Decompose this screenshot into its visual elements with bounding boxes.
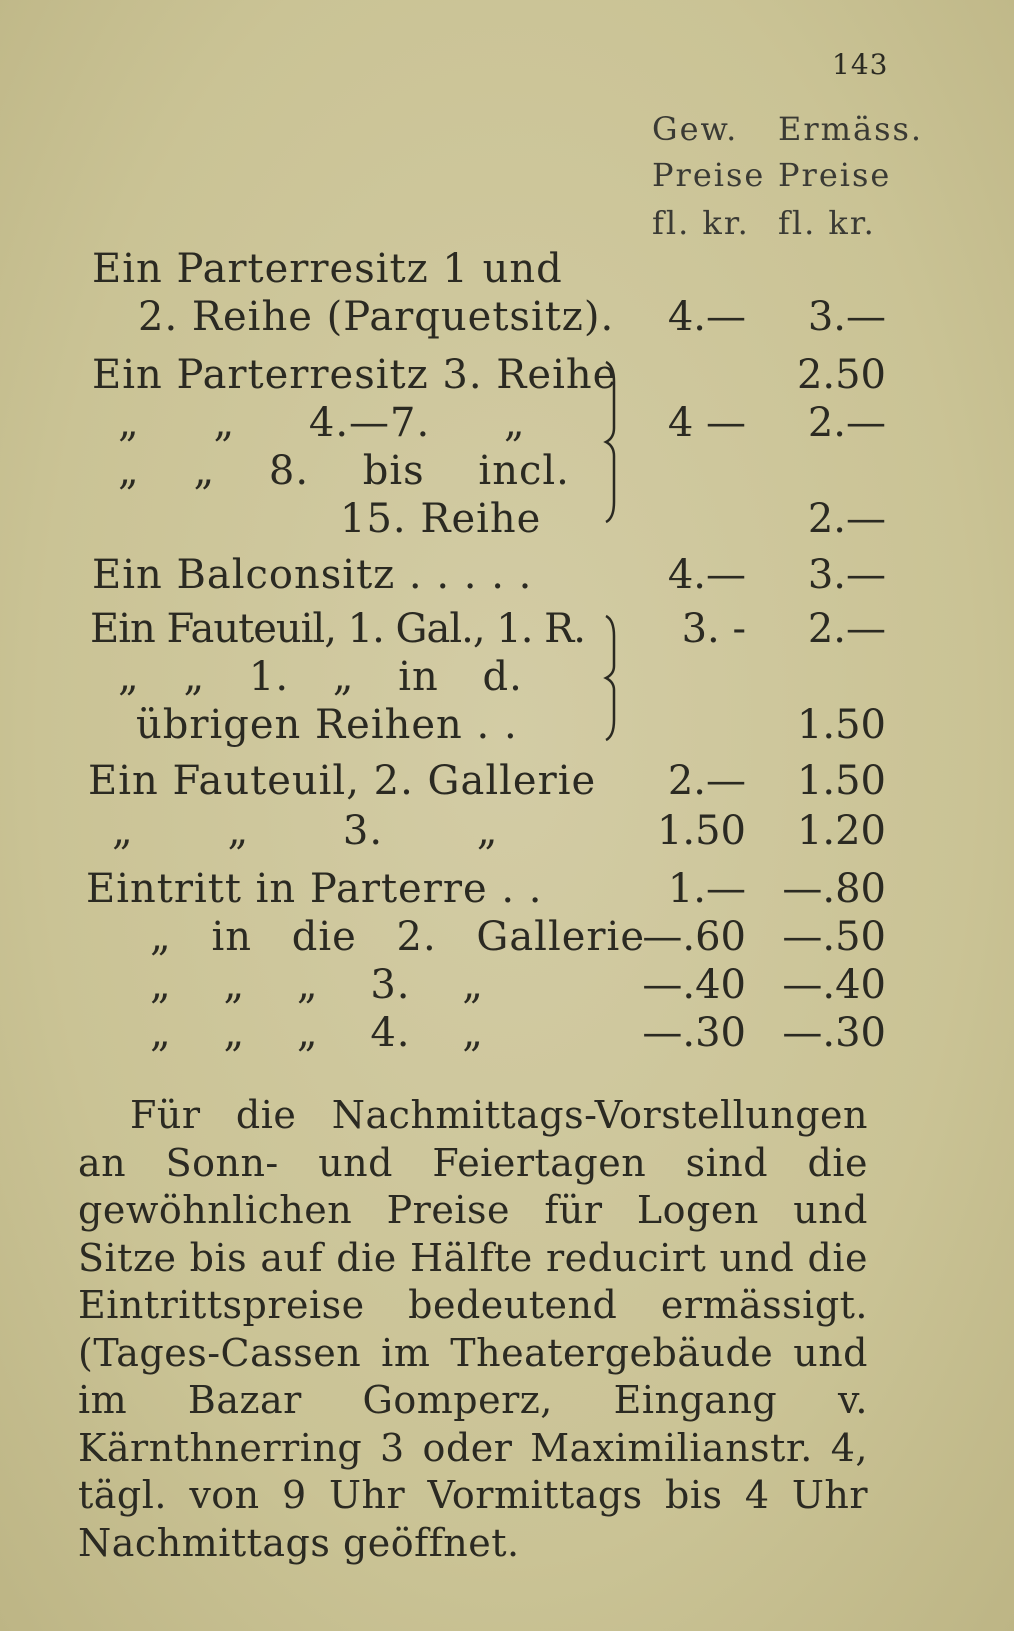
row-label: „ „ 1. „ in d. — [118, 654, 523, 700]
table-row — [0, 398, 1014, 448]
row-value-regular: 4.— — [667, 294, 746, 340]
row-value-reduced: 1.50 — [796, 758, 886, 804]
row-label: „ „ 4.—7. „ — [118, 400, 526, 446]
header-col1-line1: Gew. — [652, 110, 739, 148]
row-label: übrigen Reihen . . — [136, 702, 518, 748]
row-value-regular: 2.— — [667, 758, 746, 804]
row-value-reduced: —.40 — [782, 962, 886, 1008]
header-col1-line2: Preise — [652, 156, 766, 194]
header-col1-line3: fl. kr. — [652, 204, 750, 242]
note-paragraph — [78, 1092, 868, 1567]
row-label: Ein Fauteuil, 2. Gallerie — [88, 758, 597, 804]
row-value-reduced: 1.20 — [796, 808, 886, 854]
row-label: Ein Parterresitz 3. Reihe — [92, 352, 618, 398]
row-label: Ein Balconsitz . . . . . — [92, 552, 533, 598]
table-row — [0, 700, 1014, 750]
row-value-reduced: 2.— — [807, 496, 886, 542]
row-value-reduced: 2.— — [807, 606, 886, 652]
table-row — [0, 494, 1014, 544]
row-value-regular: —.40 — [642, 962, 746, 1008]
row-value-reduced: 2.50 — [796, 352, 886, 398]
table-row — [0, 244, 1014, 294]
page-number: 143 — [832, 48, 889, 81]
row-value-reduced: —.80 — [782, 866, 886, 912]
header-col2-line3: fl. kr. — [778, 204, 876, 242]
table-row — [0, 292, 1014, 342]
table-row — [0, 550, 1014, 600]
header-col2-line1: Ermäss. — [778, 110, 924, 148]
row-label: „ „ „ 4. „ — [150, 1010, 484, 1056]
table-row — [0, 446, 1014, 496]
row-value-regular: —.60 — [642, 914, 746, 960]
row-label: „ „ „ 3. „ — [150, 962, 484, 1008]
row-value-regular: 4 — — [667, 400, 746, 446]
row-label: 15. Reihe — [340, 496, 542, 542]
row-value-regular: 4.— — [667, 552, 746, 598]
row-value-reduced: —.30 — [782, 1010, 886, 1056]
row-value-reduced: 2.— — [807, 400, 886, 446]
row-label: „ in die 2. Gallerie — [150, 914, 646, 960]
table-row — [0, 604, 1014, 654]
row-label: Ein Fauteuil, 1. Gal., 1. R. — [90, 606, 585, 652]
row-value-regular: —.30 — [642, 1010, 746, 1056]
row-label: „ „ 3. „ — [112, 808, 499, 854]
row-value-reduced: 3.— — [807, 552, 886, 598]
row-value-regular: 1.50 — [656, 808, 746, 854]
table-row — [0, 1008, 1014, 1058]
note-text: Für die Nachmittags-Vorstellungen an Sonn- und Feiertagen sind die gewöhnlichen Preise für Logen und Sitze bis auf die Hälfte reducirt und die Eintrittspreise bedeutend ermässigt. (Tages-Cassen im Theatergebäude und im Bazar Gomperz, Eingang v. Kärnthnerring 3 oder Maximilianstr. 4, tägl. von 9 Uhr Vormittags bis 4 Uhr Nachmittags geöffnet. — [78, 1093, 868, 1565]
table-row — [0, 864, 1014, 914]
header-col2-line2: Preise — [778, 156, 892, 194]
row-value-reduced: 3.— — [807, 294, 886, 340]
row-value-reduced: 1.50 — [796, 702, 886, 748]
row-label: Ein Parterresitz 1 und — [92, 246, 563, 292]
table-row — [0, 960, 1014, 1010]
table-row — [0, 912, 1014, 962]
table-row — [0, 350, 1014, 400]
row-label: 2. Reihe (Parquetsitz). — [138, 294, 615, 340]
table-row — [0, 806, 1014, 856]
table-row — [0, 756, 1014, 806]
row-label: „ „ 8. bis incl. — [118, 448, 570, 494]
row-value-reduced: —.50 — [782, 914, 886, 960]
row-value-regular: 3. - — [681, 606, 746, 652]
row-value-regular: 1.— — [667, 866, 746, 912]
row-label: Eintritt in Parterre . . — [86, 866, 543, 912]
table-row — [0, 652, 1014, 702]
